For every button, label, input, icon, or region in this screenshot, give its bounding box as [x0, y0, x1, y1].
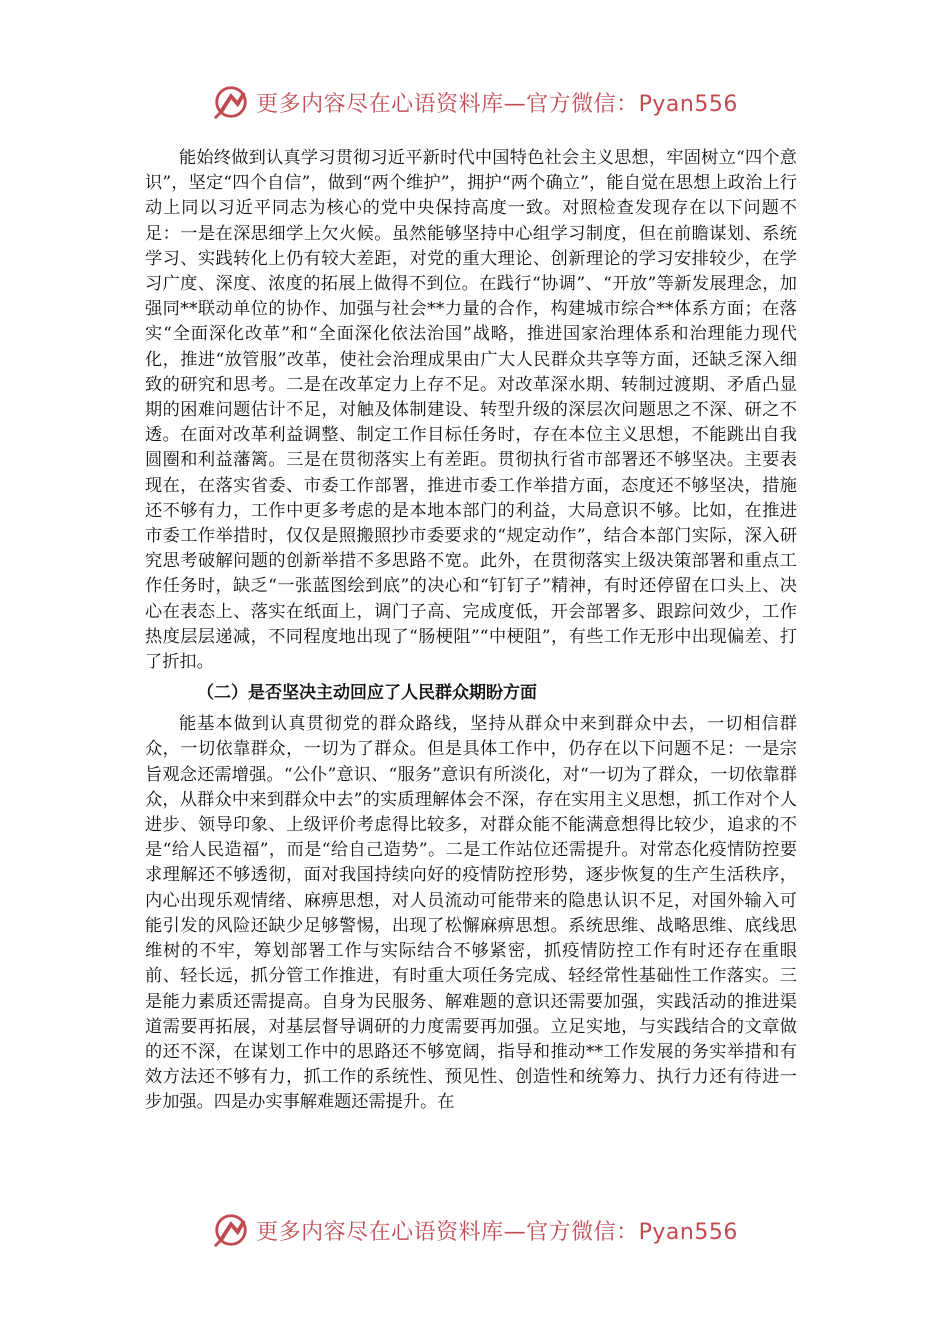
- footer-watermark: [0, 1208, 950, 1252]
- body-paragraph: 能始终做到认真学习贯彻习近平新时代中国特色社会主义思想，牢固树立“四个意识”，坚定“四个自信”，做到“两个维护”，拥护“两个确立”，能自觉在思想上政治上行动上同以习近平同志为核心的党中央保持高度一致。对照检查发现存在以下问题不足：一是在深思细学上欠火候。虽然能够坚持中心组学习制度，但在前瞻谋划、系统学习、实践转化上仍有较大差距，对党的重大理论、创新理论的学习安排较少，在学习广度、深度、浓度的拓展上做得不到位。在践行“协调”、“开放”等新发展理念，加强同**联动单位的协作、加强与社会**力量的合作，构建城市综合**体系方面；在落实“全面深化改革”和“全面深化依法治国”战略，推进国家治理体系和治理能力现代化，推进“放管服”改革，使社会治理成果由广大人民群众共享等方面，还缺乏深入细致的研究和思考。二是在改革定力上存不足。对改革深水期、转制过渡期、矛盾凸显期的困难问题估计不足，对触及体制建设、转型升级的深层次问题思之不深、研之不透。在面对改革利益调整、制定工作目标任务时，存在本位主义思想，不能跳出自我圆圈和利益藩篱。三是在贯彻落实上有差距。贯彻执行省市部署还不够坚决。主要表现在，在落实省委、市委工作部署，推进市委工作举措方面，态度还不够坚决，措施还不够有力，工作中更多考虑的是本地本部门的利益，大局意识不够。比如，在推进市委工作举措时，仅仅是照搬照抄市委要求的“规定动作”，结合本部门实际，深入研究思考破解问题的创新举措不多思路不宽。此外，在贯彻落实上级决策部署和重点工作任务时，缺乏“一张蓝图绘到底”的决心和“钉钉子”精神，有时还停留在口头上、决心在表态上、落实在纸面上，调门子高、完成度低，开会部署多、跟踪问效少，工作热度层层递减，不同程度地出现了“肠梗阻”“中梗阻”，有些工作无形中出现偏差、打了折扣。: [145, 148, 797, 673]
- ribbon-logo-icon: [212, 1211, 250, 1249]
- document-body: [145, 146, 797, 1116]
- header-watermark: [0, 80, 950, 124]
- watermark-text: 更多内容尽在心语资料库—官方微信：Pyan556: [256, 91, 738, 117]
- body-paragraph: 能基本做到认真贯彻党的群众路线，坚持从群众中来到群众中去，一切相信群众，一切依靠群众，一切为了群众。但是具体工作中，仍存在以下问题不足：一是宗旨观念还需增强。“公仆”意识、“服务”意识有所淡化，对“一切为了群众，一切依靠群众，从群众中来到群众中去”的实质理解体会不深，存在实用主义思想，抓工作对个人进步、领导印象、上级评价考虑得比较多，对群众能不能满意想得比较少，追求的不是“给人民造福”，而是“给自己造势”。二是工作站位还需提升。对常态化疫情防控要求理解还不够透彻，面对我国持续向好的疫情防控形势，逐步恢复的生产生活秩序，内心出现乐观情绪、麻痹思想，对人员流动可能带来的隐患认识不足，对国外输入可能引发的风险还缺少足够警惕，出现了松懈麻痹思想。系统思维、战略思维、底线思维树的不牢，筹划部署工作与实际结合不够紧密，抓疫情防控工作有时还存在重眼前、轻长远，抓分管工作推进，有时重大项任务完成、轻经常性基础性工作落实。三是能力素质还需提高。自身为民服务、解难题的意识还需要加强，实践活动的推进渠道需要再拓展，对基层督导调研的力度需要再加强。立足实地，与实践结合的文章做的还不深，在谋划工作中的思路还不够宽阔，指导和推动**工作发展的务实举措和有效方法还不够有力，抓工作的系统性、预见性、创造性和统筹力、执行力还有待进一步加强。四是办实事解难题还需提升。在: [145, 714, 797, 1113]
- section-heading: （二）是否坚决主动回应了人民群众期盼方面: [197, 683, 537, 704]
- ribbon-logo-icon: [212, 83, 250, 121]
- watermark-text: 更多内容尽在心语资料库—官方微信：Pyan556: [256, 1219, 738, 1245]
